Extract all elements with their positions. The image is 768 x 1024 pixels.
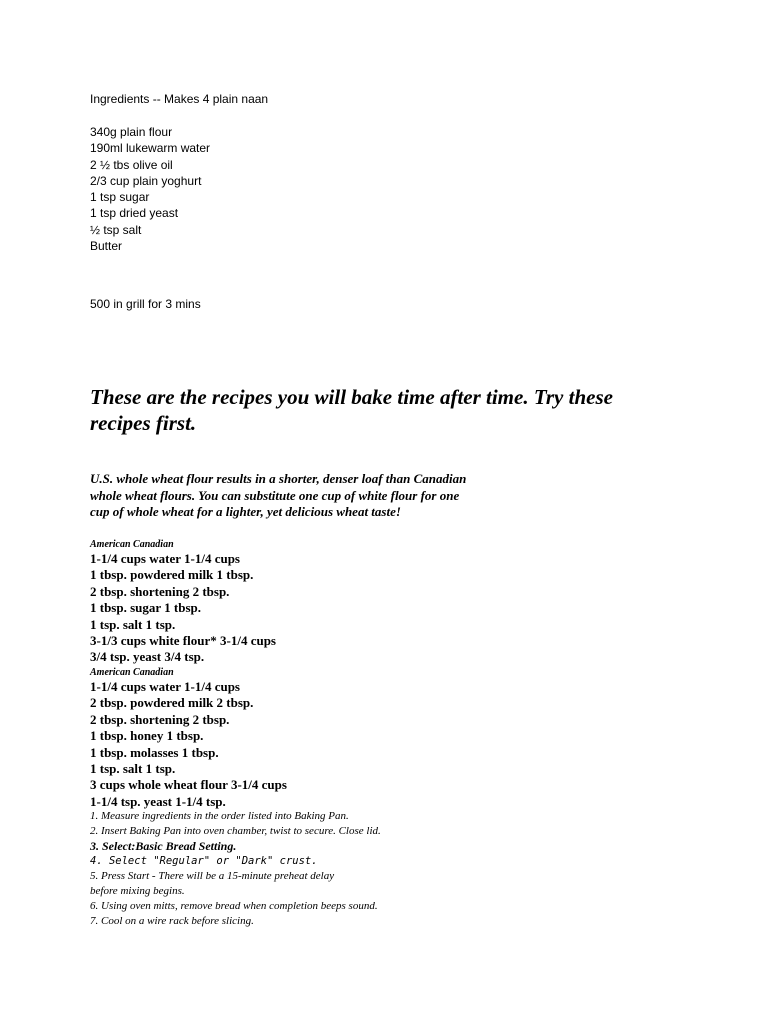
recipe-row: 1-1/4 cups water 1-1/4 cups [90,551,240,566]
recipe-row: 1 tbsp. honey 1 tbsp. [90,728,204,744]
recipe-row: 1 tbsp. molasses 1 tbsp. [90,744,219,760]
step-item: 4. Select "Regular" or "Dark" crust. [90,855,318,867]
ingredient-item: 1 tsp dried yeast [90,206,179,221]
recipe-row: 2 tbsp. shortening 2 tbsp. [90,583,230,599]
recipe-row: 1 tsp. salt 1 tsp. [90,616,176,632]
recipe-row: 3/4 tsp. yeast 3/4 tsp. [90,649,205,665]
step-item: 6. Using oven mitts, remove bread when completion beeps sound. [90,900,378,912]
column-label: American Canadian [90,667,174,678]
ingredient-item: 2 ½ tbs olive oil [90,157,173,172]
whole-wheat-intro: U.S. whole wheat flour results in a shorter, denser loaf than Canadian whole wheat flours. You can substitute one cup of white flour for one cup of whole wheat for a lighter, yet delicious wheat taste! [90,471,467,519]
bread-recipes-title: These are the recipes you will bake time after time. Try these recipes first. [90,385,613,435]
naan-ingredients-heading: Ingredients -- Makes 4 plain naan [90,92,269,106]
step-item: 5. Press Start - There will be a 15-minute preheat delay [90,870,335,882]
ingredient-item: Butter [90,239,123,254]
recipe-row: 2 tbsp. shortening 2 tbsp. [90,711,230,727]
recipe-row: 1 tbsp. powdered milk 1 tbsp. [90,567,254,583]
recipe-row: 1 tbsp. sugar 1 tbsp. [90,600,202,616]
baking-steps [90,809,381,929]
step-item: 2. Insert Baking Pan into oven chamber, twist to secure. Close lid. [90,825,381,837]
white-bread-recipe [90,538,276,666]
step-item: 7. Cool on a wire rack before slicing. [90,915,254,927]
grill-note: 500 in grill for 3 mins [90,297,201,311]
ingredient-item: 340g plain flour [90,125,173,139]
recipe-row: 1-1/4 tsp. yeast 1-1/4 tsp. [90,793,226,809]
naan-ingredient-list [90,124,210,254]
step-item: before mixing begins. [90,885,185,897]
ingredient-item: 190ml lukewarm water [90,141,211,156]
step-item: 1. Measure ingredients in the order listed into Baking Pan. [90,810,349,822]
recipe-row: 1 tsp. salt 1 tsp. [90,761,176,777]
ingredient-item: 1 tsp sugar [90,190,150,205]
whole-wheat-recipe [90,666,287,810]
column-label: American Canadian [90,539,174,550]
recipe-row: 1-1/4 cups water 1-1/4 cups [90,679,240,694]
ingredient-item: 2/3 cup plain yoghurt [90,173,202,188]
step-item: 3. Select:Basic Bread Setting. [90,839,237,853]
ingredient-item: ½ tsp salt [90,222,142,237]
recipe-row: 3-1/3 cups white flour* 3-1/4 cups [90,633,276,649]
recipe-row: 2 tbsp. powdered milk 2 tbsp. [90,695,254,711]
recipe-row: 3 cups whole wheat flour 3-1/4 cups [90,777,287,793]
